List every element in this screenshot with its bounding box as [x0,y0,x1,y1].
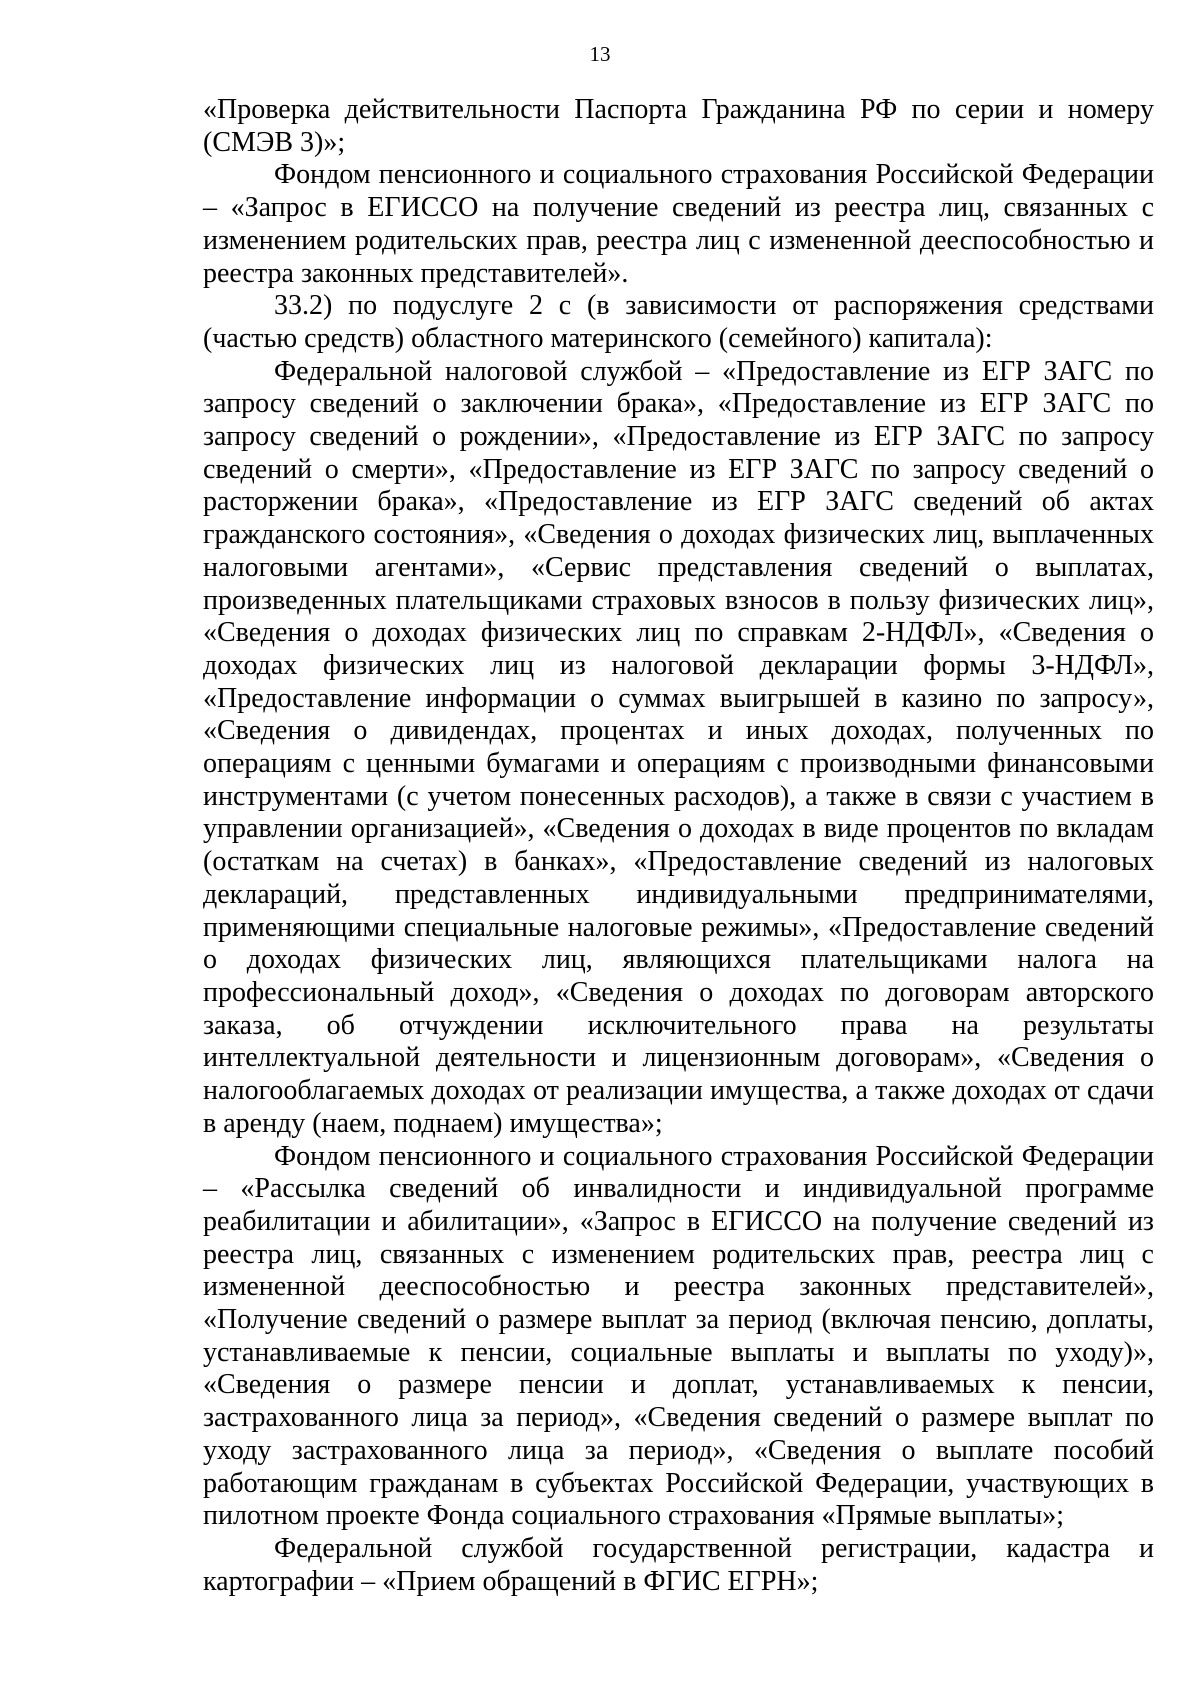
paragraph-subservice-2c: 33.2) по подуслуге 2 с (в зависимости от распоряжения средствами (частью средств) областного материнского (семейного) капитала): [203,290,1154,354]
paragraph-federal-tax-service: Федеральной налоговой службой – «Предоставление из ЕГР ЗАГС по запросу сведений о заключении брака», «Предоставление из ЕГР ЗАГС по запросу сведений о рождении», «Предоставление из ЕГР ЗАГС по запросу сведений о смерти», «Предоставление из ЕГР ЗАГС по запросу сведений о расторжении брака», «Предоставление из ЕГР ЗАГС сведений об актах гражданского состояния», «Сведения о доходах физических лиц, выплаченных налоговыми агентами», «Сервис представления сведений о выплатах, произведенных плательщиками страховых взносов в пользу физических лиц», «Сведения о доходах физических лиц по справкам 2-НДФЛ», «Сведения о доходах физических лиц из налоговой декларации формы 3-НДФЛ», «Предоставление информации о суммах выигрышей в казино по запросу», «Сведения о дивидендах, процентах и иных доходах, полученных по операциям с ценными бумагами и операциям с производными финансовыми инструментами (с учетом понесенных расходов), а также в связи с участием в управлении организацией», «Сведения о доходах в виде процентов по вкладам (остаткам на счетах) в банках», «Предоставление сведений из налоговых деклараций, представленных индивидуальными предпринимателями, применяющими специальные налоговые режимы», «Предоставление сведений о доходах физических лиц, являющихся плательщиками налога на профессиональный доход», «Сведения о доходах по договорам авторского заказа, об отчуждении исключительного права на результаты интеллектуальной деятельности и лицензионным договорам», «Сведения о налогооблагаемых доходах от реализации имущества, а также доходах от сдачи в аренду (наем, поднаем) имущества»; [203,355,1154,1139]
paragraph-pension-fund-egisso: Фондом пенсионного и социального страхования Российской Федерации – «Запрос в ЕГИССО на получение сведений из реестра лиц, связанных с изменением родительских прав, реестра лиц с измененной дееспособностью и реестра законных представителей». [203,159,1154,289]
paragraph-passport-check: «Проверка действительности Паспорта Гражданина РФ по серии и номеру (СМЭВ 3)»; [203,94,1154,158]
page-number: 13 [589,42,611,66]
document-body [203,94,1154,1598]
paragraph-pension-fund-services: Фондом пенсионного и социального страхования Российской Федерации – «Рассылка сведений об инвалидности и индивидуальной программе реабилитации и абилитации», «Запрос в ЕГИССО на получение сведений из реестра лиц, связанных с изменением родительских прав, реестра лиц с измененной дееспособностью и реестра законных представителей», «Получение сведений о размере выплат за период (включая пенсию, доплаты, устанавливаемые к пенсии, социальные выплаты и выплаты по уходу)», «Сведения о размере пенсии и доплат, устанавливаемых к пенсии, застрахованного лица за период», «Сведения сведений о размере выплат по уходу застрахованного лица за период», «Сведения о выплате пособий работающим гражданам в субъектах Российской Федерации, участвующих в пилотном проекте Фонда социального страхования «Прямые выплаты»; [203,1140,1154,1532]
paragraph-rosreestr: Федеральной службой государственной регистрации, кадастра и картографии – «Прием обращений в ФГИС ЕГРН»; [203,1532,1154,1597]
